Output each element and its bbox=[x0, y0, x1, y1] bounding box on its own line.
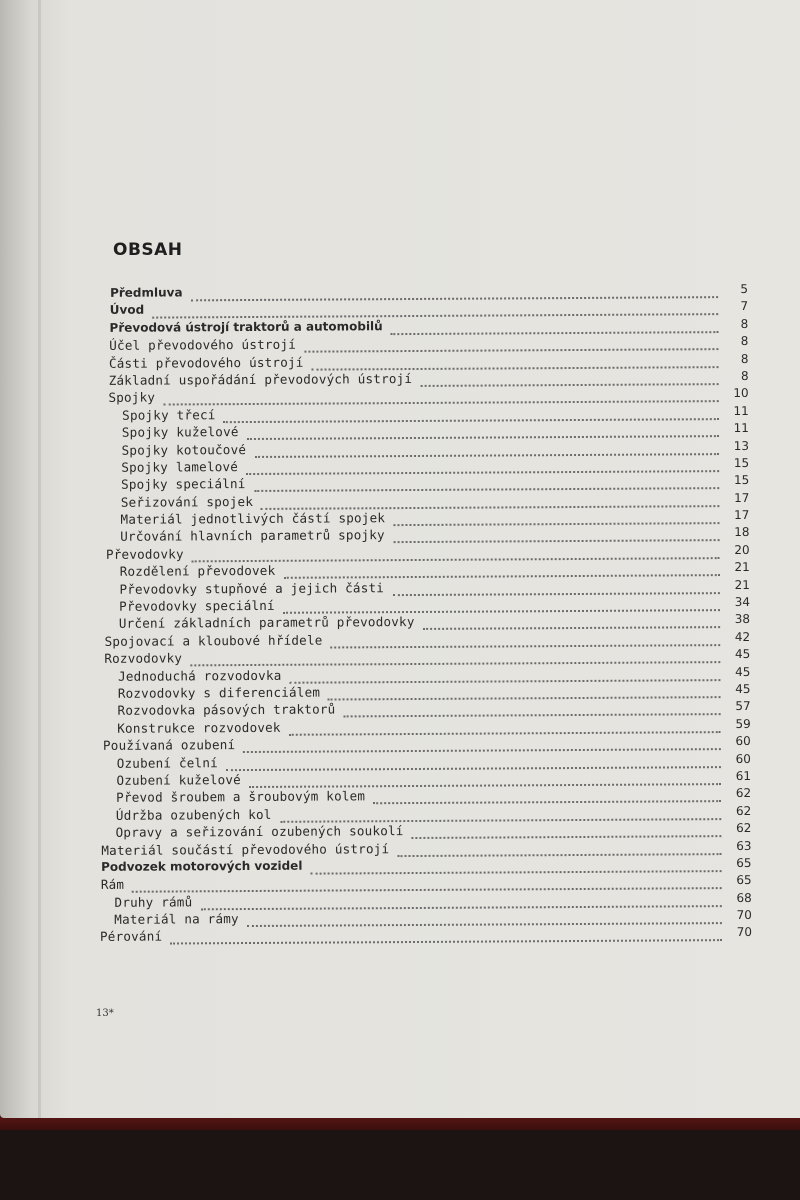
toc-entry-title: Rozvodovky s diferenciálem bbox=[117, 684, 321, 701]
toc-dot-leader bbox=[330, 630, 720, 648]
toc-page-number: 62 bbox=[735, 786, 752, 801]
toc-entry-title: Rozdělení převodovek bbox=[119, 563, 276, 580]
toc-page-number: 62 bbox=[736, 821, 752, 836]
toc-page-number: 7 bbox=[740, 299, 749, 314]
toc-entry-title: Základní uspořádání převodových ústrojí bbox=[108, 370, 413, 388]
toc-entry-title: Ozubení kuželové bbox=[116, 771, 241, 788]
toc-dot-leader bbox=[226, 752, 721, 771]
table-of-contents bbox=[0, 282, 800, 948]
toc-dot-leader bbox=[304, 334, 718, 353]
toc-dot-leader bbox=[132, 873, 722, 893]
toc-page-number: 20 bbox=[734, 542, 750, 557]
toc-page-number: 17 bbox=[733, 490, 750, 505]
toc-entry-title: Opravy a seřizování ozubených soukolí bbox=[115, 823, 404, 840]
toc-entry-title: Spojky bbox=[108, 389, 156, 406]
toc-entry-title: Druhy rámů bbox=[114, 894, 193, 910]
toc-dot-leader bbox=[289, 717, 721, 736]
toc-entry-title: Úvod bbox=[109, 303, 145, 318]
toc-entry-title: Spojovací a kloubové hřídele bbox=[104, 632, 323, 649]
toc-page-number: 18 bbox=[734, 525, 750, 540]
toc-dot-leader bbox=[201, 891, 722, 910]
toc-dot-leader bbox=[170, 926, 722, 945]
toc-entry-title: Převodovky bbox=[105, 546, 184, 562]
toc-entry-title: Rozvodovka pásových traktorů bbox=[117, 701, 336, 719]
toc-entry-title: Materiál jednotlivých částí spojek bbox=[120, 510, 386, 527]
toc-page-number: 59 bbox=[735, 716, 751, 731]
toc-entry-title: Konstrukce rozvodovek bbox=[117, 719, 281, 736]
toc-page-number: 65 bbox=[736, 873, 752, 888]
toc-page-number: 57 bbox=[735, 699, 751, 714]
toc-page-number: 8 bbox=[740, 334, 749, 349]
toc-dot-leader bbox=[390, 317, 718, 335]
toc-page-number: 60 bbox=[735, 751, 751, 766]
toc-page-number: 38 bbox=[734, 612, 751, 627]
toc-entry-title: Používaná ozubení bbox=[102, 737, 236, 754]
toc-page-number: 17 bbox=[734, 508, 750, 523]
toc-entry-title: Materiál součástí převodového ústrojí bbox=[101, 840, 390, 858]
signature-mark: 13* bbox=[96, 1008, 114, 1019]
toc-entry-title: Materiál na rámy bbox=[114, 911, 239, 927]
toc-page-number: 10 bbox=[733, 386, 749, 401]
toc-page-number: 62 bbox=[735, 803, 752, 818]
toc-dot-leader bbox=[164, 386, 719, 405]
toc-entry-title: Ozubení čelní bbox=[116, 754, 218, 771]
toc-dot-leader bbox=[327, 682, 720, 700]
page-title: OBSAH bbox=[113, 240, 183, 260]
toc-entry-title: Převodovky stupňové a jejich části bbox=[119, 579, 385, 597]
toc-dot-leader bbox=[280, 804, 721, 823]
toc-entry-title: Spojky kuželové bbox=[121, 424, 239, 440]
toc-page-number: 61 bbox=[735, 768, 752, 783]
toc-dot-leader bbox=[393, 526, 719, 544]
toc-entry-title: Údržba ozubených kol bbox=[115, 806, 272, 823]
toc-page-number: 63 bbox=[736, 838, 752, 853]
toc-entry-title: Spojky lamelové bbox=[121, 458, 239, 475]
toc-page-number: 8 bbox=[740, 316, 749, 331]
toc-dot-leader bbox=[284, 560, 720, 579]
toc-entry-title: Jednoduchá rozvodovka bbox=[118, 667, 282, 684]
toc-page-number: 15 bbox=[733, 473, 750, 488]
toc-entry-title: Předmluva bbox=[110, 285, 183, 300]
toc-dot-leader bbox=[393, 508, 719, 526]
toc-entry-title: Seřizování spojek bbox=[120, 493, 254, 510]
toc-dot-leader bbox=[192, 543, 720, 562]
toc-entry-title: Určování hlavních parametrů spojky bbox=[120, 527, 385, 545]
toc-entry-title: Účel převodového ústrojí bbox=[109, 336, 297, 354]
toc-dot-leader bbox=[152, 300, 718, 319]
toc-page-number: 45 bbox=[735, 681, 751, 697]
toc-page-number: 34 bbox=[734, 594, 750, 610]
toc-entry-title: Určení základních parametrů převodovky bbox=[118, 614, 415, 632]
toc-page-number: 8 bbox=[740, 351, 749, 366]
toc-dot-leader bbox=[249, 769, 721, 788]
toc-page-number: 45 bbox=[734, 647, 751, 662]
toc-dot-leader bbox=[311, 856, 722, 875]
toc-entry-title: Převod šroubem a šroubovým kolem bbox=[116, 788, 366, 806]
toc-dot-leader bbox=[247, 421, 719, 440]
toc-dot-leader bbox=[311, 352, 718, 370]
toc-dot-leader bbox=[344, 700, 721, 718]
toc-entry-title: Spojky kotoučové bbox=[121, 441, 247, 458]
toc-page-number: 21 bbox=[734, 577, 750, 592]
toc-page-number: 45 bbox=[735, 664, 751, 679]
toc-entry-title: Převodová ústrojí traktorů a automobilů bbox=[109, 318, 383, 335]
toc-dot-leader bbox=[191, 282, 718, 301]
toc-dot-leader bbox=[255, 439, 719, 458]
toc-page-number: 65 bbox=[736, 855, 752, 870]
toc-dot-leader bbox=[423, 613, 720, 631]
toc-dot-leader bbox=[411, 821, 721, 839]
toc-dot-leader bbox=[283, 595, 720, 614]
toc-page-number: 68 bbox=[736, 890, 752, 905]
toc-page-number: 70 bbox=[736, 908, 752, 923]
toc-page-number: 15 bbox=[733, 455, 750, 470]
toc-entry-title: Spojky třecí bbox=[122, 406, 216, 423]
toc-dot-leader bbox=[223, 404, 719, 423]
toc-page-number: 5 bbox=[740, 281, 749, 296]
toc-entry-title: Spojky speciální bbox=[121, 476, 246, 493]
toc-entry-title: Části převodového ústrojí bbox=[108, 354, 304, 371]
toc-entry-title: Rozvodovky bbox=[104, 650, 183, 667]
toc-dot-leader bbox=[397, 839, 721, 857]
toc-page-number: 11 bbox=[733, 421, 749, 436]
toc-page-number: 13 bbox=[733, 438, 750, 453]
toc-entry bbox=[4, 925, 800, 947]
toc-dot-leader bbox=[243, 734, 721, 753]
toc-dot-leader bbox=[373, 786, 721, 804]
toc-page-number: 8 bbox=[740, 368, 749, 383]
toc-page-number: 11 bbox=[733, 403, 749, 418]
toc-page-number: 60 bbox=[735, 734, 751, 749]
toc-dot-leader bbox=[190, 647, 720, 666]
toc-dot-leader bbox=[260, 491, 719, 510]
toc-page-number: 21 bbox=[734, 560, 750, 575]
toc-entry-title: Rám bbox=[100, 877, 125, 893]
toc-page-number: 70 bbox=[736, 925, 753, 940]
toc-dot-leader bbox=[289, 665, 720, 684]
toc-entry-title: Pérování bbox=[99, 928, 163, 945]
toc-dot-leader bbox=[393, 578, 720, 596]
toc-entry-title: Podvozek motorových vozidel bbox=[101, 858, 303, 874]
toc-entry-title: Převodovky speciální bbox=[119, 597, 275, 614]
toc-dot-leader bbox=[247, 908, 722, 927]
toc-dot-leader bbox=[421, 369, 719, 387]
toc-page-number: 42 bbox=[734, 629, 751, 644]
toc-dot-leader bbox=[254, 473, 719, 492]
toc-dot-leader bbox=[246, 456, 719, 475]
